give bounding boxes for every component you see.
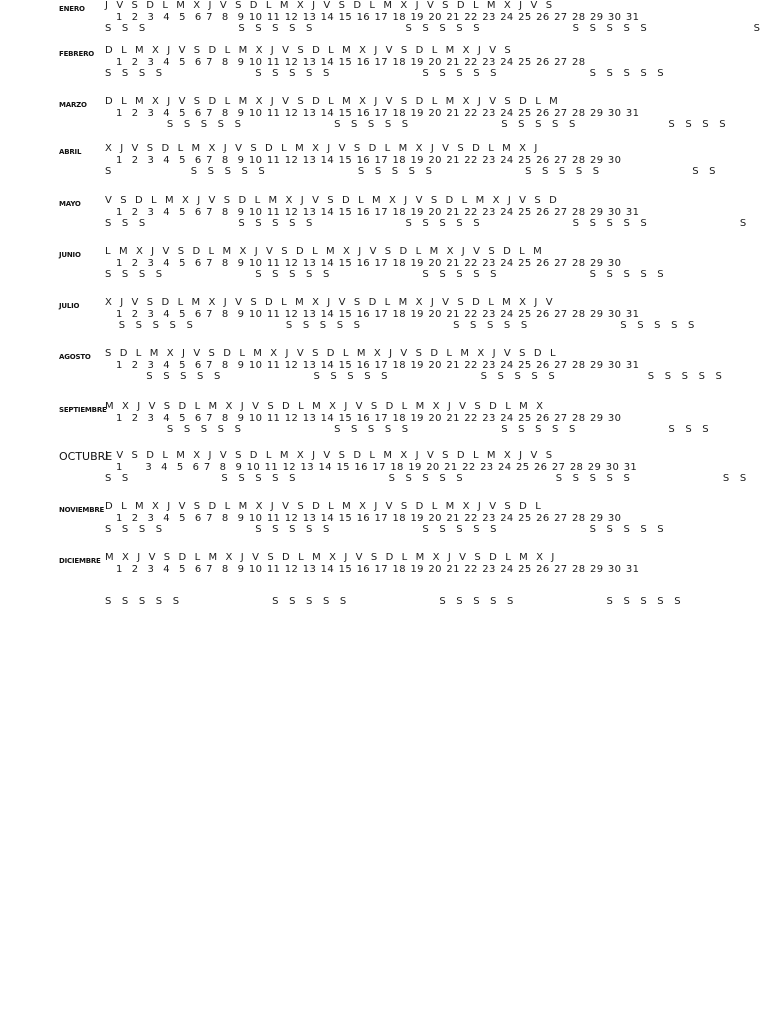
s-marks: S S S S S S S S S S S S S S S S S S [105,424,713,435]
s-marks: S S S S S S S S S S S S S S S S S S S [105,23,764,34]
s-marks: S S S S S S S S S S S S S S S S S S S [105,473,750,484]
day-numbers: 1 2 3 4 5 6 7 8 9 10 11 12 13 14 15 16 17 18 19 20 21 22 23 24 25 26 27 28 29 30 31 [116,309,640,320]
day-numbers: 1 2 3 4 5 6 7 8 9 10 11 12 13 14 15 16 17 18 19 20 21 22 23 24 25 26 27 28 29 30 31 [116,12,640,23]
month-name: AGOSTO [59,353,91,361]
weekday-letters: M X J V S D L M X J V S D L M X J V S D L M X J V S D L M X [105,401,546,412]
weekday-letters: J V S D L M X J V S D L M X J V S D L M X J V S D L M X J V S [105,450,555,461]
weekday-letters: M X J V S D L M X J V S D L M X J V S D L M X J V S D L M X J [105,552,557,563]
day-numbers: 1 2 3 4 5 6 7 8 9 10 11 12 13 14 15 16 17 18 19 20 21 22 23 24 25 26 27 28 29 30 [116,155,622,166]
s-marks [105,574,715,587]
month-name: NOVIEMBRE [59,506,105,514]
weekday-letters: L M X J V S D L M X J V S D L M X J V S D L M X J V S D L M [105,246,545,257]
month-name: ABRIL [59,148,82,156]
day-numbers: 1 2 3 4 5 6 7 8 9 10 11 12 13 14 15 16 17 18 19 20 21 22 23 24 25 26 27 28 29 30 [116,413,622,424]
s-marks: S S S S S S S S S S S S S S S S S S S [105,218,750,229]
weekday-letters: S D L M X J V S D L M X J V S D L M X J V S D L M X J V S D L [105,348,559,359]
s-marks: S S S S S S S S S S S S S S S S S S S [105,68,668,79]
weekday-letters: V S D L M X J V S D L M X J V S D L M X J V S D L M X J V S D [105,195,560,206]
month-name: JUNIO [59,251,81,259]
s-marks: S S S S S S S S S S S S S S S S S S S S [105,320,699,331]
month-name: ENERO [59,5,85,13]
month-name: MARZO [59,101,87,109]
weekday-letters: X J V S D L M X J V S D L M X J V S D L M X J V S D L M X J [105,143,540,154]
day-numbers: 1 2 3 4 5 6 7 8 9 10 11 12 13 14 15 16 17 18 19 20 21 22 23 24 25 26 27 28 29 30 [116,513,622,524]
month-name: SEPTIEMBRE [59,406,107,414]
weekday-letters: D L M X J V S D L M X J V S D L M X J V S D L M X J V S D L M [105,96,561,107]
day-numbers: 1 2 3 4 5 6 7 8 9 10 11 12 13 14 15 16 17 18 19 20 21 22 23 24 25 26 27 28 29 30 [116,258,622,269]
month-name: FEBRERO [59,50,95,58]
weekday-letters: X J V S D L M X J V S D L M X J V S D L M X J V S D L M X J V [105,297,556,308]
s-marks: S S S S S S S S S S S S S S S S S S S [105,524,668,535]
s-marks: S S S S S S S S S S S S S S S S S S S [105,269,668,280]
s-marks: S S S S S S S S S S S S S S S S S S S [105,119,730,130]
month-name: OCTUBRE [59,450,113,463]
weekday-letters: D L M X J V S D L M X J V S D L M X J V S D L M X J V S [105,45,514,56]
s-marks: S S S S S S S S S S S S S S S S S S [105,166,720,177]
footer-s-marks: S S S S S S S S S S S S S S S S S S S S [105,596,685,607]
day-numbers: 1 2 3 4 5 6 7 8 9 10 11 12 13 14 15 16 17 18 19 20 21 22 23 24 25 26 27 28 29 30 31 [116,564,640,575]
weekday-letters: D L M X J V S D L M X J V S D L M X J V S D L M X J V S D L [105,501,544,512]
day-numbers: 1 3 4 5 6 7 8 9 10 11 12 13 14 15 16 17 18 19 20 21 22 23 24 25 26 27 28 29 30 31 [116,462,638,473]
day-numbers: 1 2 3 4 5 6 7 8 9 10 11 12 13 14 15 16 17 18 19 20 21 22 23 24 25 26 27 28 [116,57,586,68]
month-name: DICIEMBRE [59,557,101,565]
day-numbers: 1 2 3 4 5 6 7 8 9 10 11 12 13 14 15 16 17 18 19 20 21 22 23 24 25 26 27 28 29 30 31 [116,108,640,119]
day-numbers: 1 2 3 4 5 6 7 8 9 10 11 12 13 14 15 16 17 18 19 20 21 22 23 24 25 26 27 28 29 30 31 [116,207,640,218]
day-numbers: 1 2 3 4 5 6 7 8 9 10 11 12 13 14 15 16 17 18 19 20 21 22 23 24 25 26 27 28 29 30 31 [116,360,640,371]
month-name: JULIO [59,302,80,310]
weekday-letters: J V S D L M X J V S D L M X J V S D L M X J V S D L M X J V S [105,0,555,11]
s-marks: S S S S S S S S S S S S S S S S S S S S [105,371,726,382]
month-name: MAYO [59,200,81,208]
